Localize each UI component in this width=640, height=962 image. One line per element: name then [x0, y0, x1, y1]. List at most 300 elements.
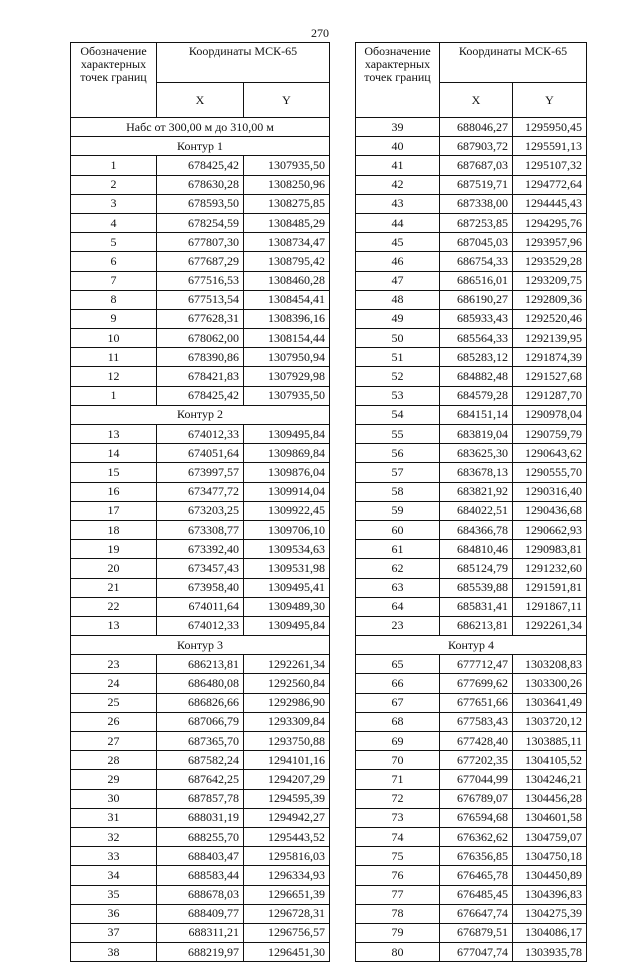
coord-x: 688678,03 — [157, 885, 244, 904]
table-row — [356, 329, 587, 348]
coord-x: 683625,30 — [440, 444, 513, 463]
coord-y: 1307950,94 — [244, 348, 330, 367]
coord-y: 1309495,41 — [244, 578, 330, 597]
point-number: 18 — [71, 520, 157, 539]
coord-x: 684810,46 — [440, 540, 513, 559]
header-x: X — [157, 83, 244, 118]
point-number: 35 — [71, 885, 157, 904]
point-number: 1 — [71, 386, 157, 405]
table-row — [71, 827, 330, 846]
table-row — [71, 655, 330, 674]
table-row — [71, 252, 330, 271]
point-number: 50 — [356, 329, 440, 348]
coord-x: 678425,42 — [157, 156, 244, 175]
coord-x: 676594,68 — [440, 808, 513, 827]
contour-title-row — [71, 636, 330, 655]
point-number: 40 — [356, 137, 440, 156]
point-number: 47 — [356, 271, 440, 290]
table-row — [356, 923, 587, 942]
coord-y: 1290759,79 — [513, 425, 587, 444]
coord-y: 1304750,18 — [513, 847, 587, 866]
point-number: 29 — [71, 770, 157, 789]
coord-x: 685564,33 — [440, 329, 513, 348]
coord-x: 687066,79 — [157, 712, 244, 731]
table-row — [356, 290, 587, 309]
point-number: 36 — [71, 904, 157, 923]
point-number: 61 — [356, 540, 440, 559]
coord-y: 1304450,89 — [513, 866, 587, 885]
point-number: 70 — [356, 751, 440, 770]
table-row — [356, 732, 587, 751]
table-row — [356, 770, 587, 789]
coord-y: 1294595,39 — [244, 789, 330, 808]
point-number: 31 — [71, 808, 157, 827]
coord-y: 1290436,68 — [513, 501, 587, 520]
table-row — [71, 674, 330, 693]
coord-y: 1308396,16 — [244, 309, 330, 328]
header-coordinates: Координаты МСК-65 — [440, 43, 587, 83]
coord-y: 1292261,34 — [513, 616, 587, 635]
coord-x: 674051,64 — [157, 444, 244, 463]
point-number: 44 — [356, 213, 440, 232]
table-row — [356, 233, 587, 252]
point-number: 2 — [71, 175, 157, 194]
coord-y: 1294101,16 — [244, 751, 330, 770]
point-number: 69 — [356, 732, 440, 751]
coord-y: 1308250,96 — [244, 175, 330, 194]
coord-y: 1292520,46 — [513, 309, 587, 328]
coord-x: 677044,99 — [440, 770, 513, 789]
coord-x: 678630,28 — [157, 175, 244, 194]
table-row — [356, 789, 587, 808]
coord-x: 674011,64 — [157, 597, 244, 616]
coord-x: 688311,21 — [157, 923, 244, 942]
coord-y: 1290662,93 — [513, 520, 587, 539]
table-row — [71, 885, 330, 904]
coord-y: 1304456,28 — [513, 789, 587, 808]
coord-y: 1308795,42 — [244, 252, 330, 271]
coord-x: 685124,79 — [440, 559, 513, 578]
point-number: 6 — [71, 252, 157, 271]
point-number: 54 — [356, 405, 440, 424]
coord-x: 677516,53 — [157, 271, 244, 290]
point-number: 25 — [71, 693, 157, 712]
point-number: 20 — [71, 559, 157, 578]
coord-y: 1309914,04 — [244, 482, 330, 501]
coord-x: 688583,44 — [157, 866, 244, 885]
table-row — [356, 827, 587, 846]
point-number: 15 — [71, 463, 157, 482]
coord-y: 1309495,84 — [244, 616, 330, 635]
coord-y: 1290643,62 — [513, 444, 587, 463]
coord-x: 677628,31 — [157, 309, 244, 328]
coord-y: 1296451,30 — [244, 943, 330, 962]
table-row — [356, 482, 587, 501]
point-number: 10 — [71, 329, 157, 348]
coord-y: 1292139,95 — [513, 329, 587, 348]
point-number: 13 — [71, 616, 157, 635]
point-number: 77 — [356, 885, 440, 904]
table-row — [356, 904, 587, 923]
table-row — [356, 405, 587, 424]
coord-y: 1304105,52 — [513, 751, 587, 770]
table-row — [356, 348, 587, 367]
point-number: 7 — [71, 271, 157, 290]
table-row — [71, 425, 330, 444]
coord-y: 1296728,31 — [244, 904, 330, 923]
height-range-row-label: Набс от 300,00 м до 310,00 м — [71, 118, 330, 137]
coord-y: 1309495,84 — [244, 425, 330, 444]
coord-x: 678421,83 — [157, 367, 244, 386]
coord-y: 1293529,28 — [513, 252, 587, 271]
coord-y: 1307935,50 — [244, 386, 330, 405]
coord-y: 1303935,78 — [513, 943, 587, 962]
coord-x: 683821,92 — [440, 482, 513, 501]
table-row — [356, 213, 587, 232]
point-number: 51 — [356, 348, 440, 367]
point-number: 73 — [356, 808, 440, 827]
point-number: 38 — [71, 943, 157, 962]
point-number: 4 — [71, 213, 157, 232]
point-number: 28 — [71, 751, 157, 770]
coord-x: 686516,01 — [440, 271, 513, 290]
coord-x: 686213,81 — [440, 616, 513, 635]
coord-y: 1303885,11 — [513, 732, 587, 751]
table-row — [71, 482, 330, 501]
coord-x: 677202,35 — [440, 751, 513, 770]
table-row — [356, 693, 587, 712]
point-number: 14 — [71, 444, 157, 463]
table-row — [356, 194, 587, 213]
coord-x: 687903,72 — [440, 137, 513, 156]
coord-x: 676485,45 — [440, 885, 513, 904]
coord-y: 1292560,84 — [244, 674, 330, 693]
coordinates-table-right — [355, 42, 587, 962]
coord-x: 687253,85 — [440, 213, 513, 232]
height-range-row — [71, 118, 330, 137]
table-row — [71, 213, 330, 232]
coord-x: 676789,07 — [440, 789, 513, 808]
point-number: 52 — [356, 367, 440, 386]
table-row — [71, 866, 330, 885]
table-row — [356, 425, 587, 444]
coord-x: 688409,77 — [157, 904, 244, 923]
coord-x: 678390,86 — [157, 348, 244, 367]
coord-x: 686190,27 — [440, 290, 513, 309]
coord-x: 683678,13 — [440, 463, 513, 482]
table-row — [71, 233, 330, 252]
table-row — [71, 770, 330, 789]
coord-x: 685283,12 — [440, 348, 513, 367]
coord-x: 684579,28 — [440, 386, 513, 405]
table-row — [356, 578, 587, 597]
point-number: 46 — [356, 252, 440, 271]
contour-title-row — [356, 636, 587, 655]
table-row — [71, 597, 330, 616]
coord-x: 676362,62 — [440, 827, 513, 846]
table-row — [356, 501, 587, 520]
table-row — [356, 271, 587, 290]
coord-y: 1291232,60 — [513, 559, 587, 578]
coord-y: 1304086,17 — [513, 923, 587, 942]
point-number: 3 — [71, 194, 157, 213]
table-row — [356, 137, 587, 156]
header-y: Y — [244, 83, 330, 118]
coord-y: 1295950,45 — [513, 118, 587, 137]
table-row — [71, 578, 330, 597]
point-number: 21 — [71, 578, 157, 597]
coord-y: 1291527,68 — [513, 367, 587, 386]
coord-x: 687045,03 — [440, 233, 513, 252]
table-row — [356, 559, 587, 578]
coord-y: 1307929,98 — [244, 367, 330, 386]
coord-x: 677047,74 — [440, 943, 513, 962]
coord-x: 677687,29 — [157, 252, 244, 271]
point-number: 59 — [356, 501, 440, 520]
table-row — [356, 444, 587, 463]
coord-y: 1291591,81 — [513, 578, 587, 597]
point-number: 16 — [71, 482, 157, 501]
coord-y: 1290316,40 — [513, 482, 587, 501]
coord-x: 688031,19 — [157, 808, 244, 827]
table-row — [356, 540, 587, 559]
header-x: X — [440, 83, 513, 118]
coord-y: 1291287,70 — [513, 386, 587, 405]
coord-y: 1290555,70 — [513, 463, 587, 482]
coord-x: 687519,71 — [440, 175, 513, 194]
table-row — [71, 386, 330, 405]
table-row — [71, 463, 330, 482]
table-row — [71, 271, 330, 290]
table-row — [356, 597, 587, 616]
coord-y: 1295443,52 — [244, 827, 330, 846]
coord-x: 676647,74 — [440, 904, 513, 923]
table-row — [71, 348, 330, 367]
contour-title-row — [71, 405, 330, 424]
point-number: 9 — [71, 309, 157, 328]
coord-y: 1309489,30 — [244, 597, 330, 616]
point-number: 26 — [71, 712, 157, 731]
coord-y: 1293957,96 — [513, 233, 587, 252]
coord-y: 1293750,88 — [244, 732, 330, 751]
coord-y: 1292809,36 — [513, 290, 587, 309]
point-number: 33 — [71, 847, 157, 866]
point-number: 74 — [356, 827, 440, 846]
point-number: 8 — [71, 290, 157, 309]
point-number: 48 — [356, 290, 440, 309]
coord-y: 1309869,84 — [244, 444, 330, 463]
point-number: 43 — [356, 194, 440, 213]
point-number: 49 — [356, 309, 440, 328]
point-number: 76 — [356, 866, 440, 885]
point-number: 78 — [356, 904, 440, 923]
table-row — [356, 367, 587, 386]
table-row — [71, 693, 330, 712]
table-row — [356, 156, 587, 175]
header-designation: Обозначение характерных точек границ — [356, 43, 440, 118]
coord-y: 1304246,21 — [513, 770, 587, 789]
point-number: 55 — [356, 425, 440, 444]
coord-x: 685831,41 — [440, 597, 513, 616]
point-number: 57 — [356, 463, 440, 482]
coord-y: 1308154,44 — [244, 329, 330, 348]
coord-x: 686826,66 — [157, 693, 244, 712]
coord-y: 1294207,29 — [244, 770, 330, 789]
coord-x: 674012,33 — [157, 616, 244, 635]
coord-y: 1304275,39 — [513, 904, 587, 923]
coord-x: 684022,51 — [440, 501, 513, 520]
coord-x: 687687,03 — [440, 156, 513, 175]
coord-y: 1303208,83 — [513, 655, 587, 674]
coord-y: 1294772,64 — [513, 175, 587, 194]
coord-x: 676465,78 — [440, 866, 513, 885]
point-number: 67 — [356, 693, 440, 712]
coord-x: 677651,66 — [440, 693, 513, 712]
coord-x: 688046,27 — [440, 118, 513, 137]
table-row — [356, 808, 587, 827]
contour-title-row — [71, 137, 330, 156]
point-number: 56 — [356, 444, 440, 463]
coord-x: 684366,78 — [440, 520, 513, 539]
point-number: 34 — [71, 866, 157, 885]
point-number: 68 — [356, 712, 440, 731]
point-number: 65 — [356, 655, 440, 674]
coord-x: 686213,81 — [157, 655, 244, 674]
point-number: 24 — [71, 674, 157, 693]
coord-x: 678425,42 — [157, 386, 244, 405]
point-number: 71 — [356, 770, 440, 789]
coord-x: 677807,30 — [157, 233, 244, 252]
coord-x: 687365,70 — [157, 732, 244, 751]
point-number: 13 — [71, 425, 157, 444]
header-y: Y — [513, 83, 587, 118]
coord-y: 1303720,12 — [513, 712, 587, 731]
coord-y: 1308275,85 — [244, 194, 330, 213]
coord-y: 1304759,07 — [513, 827, 587, 846]
coord-x: 686754,33 — [440, 252, 513, 271]
coord-y: 1295107,32 — [513, 156, 587, 175]
table-row — [71, 732, 330, 751]
coord-y: 1296756,57 — [244, 923, 330, 942]
point-number: 37 — [71, 923, 157, 942]
coord-x: 673477,72 — [157, 482, 244, 501]
coord-x: 678593,50 — [157, 194, 244, 213]
coord-y: 1295816,03 — [244, 847, 330, 866]
point-number: 45 — [356, 233, 440, 252]
coord-y: 1309922,45 — [244, 501, 330, 520]
point-number: 72 — [356, 789, 440, 808]
coord-x: 677513,54 — [157, 290, 244, 309]
coord-y: 1293209,75 — [513, 271, 587, 290]
coord-y: 1292261,34 — [244, 655, 330, 674]
point-number: 17 — [71, 501, 157, 520]
point-number: 27 — [71, 732, 157, 751]
table-row — [71, 444, 330, 463]
point-number: 1 — [71, 156, 157, 175]
coord-y: 1308485,29 — [244, 213, 330, 232]
table-row — [71, 712, 330, 731]
coord-y: 1309534,63 — [244, 540, 330, 559]
table-row — [71, 616, 330, 635]
coord-x: 676356,85 — [440, 847, 513, 866]
coord-x: 686480,08 — [157, 674, 244, 693]
point-number: 19 — [71, 540, 157, 559]
table-row — [71, 501, 330, 520]
coord-y: 1308734,47 — [244, 233, 330, 252]
table-row — [71, 789, 330, 808]
coord-y: 1294445,43 — [513, 194, 587, 213]
coord-y: 1290983,81 — [513, 540, 587, 559]
coord-x: 687642,25 — [157, 770, 244, 789]
table-row — [71, 943, 330, 962]
contour-title-row-label: Контур 2 — [71, 405, 330, 424]
header-coordinates: Координаты МСК-65 — [157, 43, 330, 83]
table-row — [356, 386, 587, 405]
point-number: 41 — [356, 156, 440, 175]
coord-x: 688219,97 — [157, 943, 244, 962]
point-number: 23 — [71, 655, 157, 674]
coord-x: 673997,57 — [157, 463, 244, 482]
coord-x: 683819,04 — [440, 425, 513, 444]
table-row — [356, 943, 587, 962]
coord-x: 678254,59 — [157, 213, 244, 232]
contour-title-row-label: Контур 1 — [71, 137, 330, 156]
coord-x: 685933,43 — [440, 309, 513, 328]
coord-x: 676879,51 — [440, 923, 513, 942]
point-number: 64 — [356, 597, 440, 616]
point-number: 58 — [356, 482, 440, 501]
header-designation: Обозначение характерных точек границ — [71, 43, 157, 118]
coord-x: 688255,70 — [157, 827, 244, 846]
point-number: 80 — [356, 943, 440, 962]
table-row — [356, 520, 587, 539]
point-number: 63 — [356, 578, 440, 597]
point-number: 53 — [356, 386, 440, 405]
table-row — [356, 712, 587, 731]
coord-x: 687857,78 — [157, 789, 244, 808]
coord-x: 685539,88 — [440, 578, 513, 597]
point-number: 5 — [71, 233, 157, 252]
table-row — [356, 309, 587, 328]
point-number: 42 — [356, 175, 440, 194]
coord-y: 1308454,41 — [244, 290, 330, 309]
coord-x: 674012,33 — [157, 425, 244, 444]
contour-title-row-label: Контур 4 — [356, 636, 587, 655]
coord-x: 677583,43 — [440, 712, 513, 731]
table-row — [71, 329, 330, 348]
table-row — [71, 367, 330, 386]
coord-x: 673308,77 — [157, 520, 244, 539]
coord-y: 1304396,83 — [513, 885, 587, 904]
coord-y: 1309706,10 — [244, 520, 330, 539]
point-number: 39 — [356, 118, 440, 137]
table-row — [71, 808, 330, 827]
table-row — [71, 290, 330, 309]
coord-y: 1303300,26 — [513, 674, 587, 693]
point-number: 60 — [356, 520, 440, 539]
point-number: 22 — [71, 597, 157, 616]
coord-y: 1293309,84 — [244, 712, 330, 731]
table-row — [356, 674, 587, 693]
coord-x: 684151,14 — [440, 405, 513, 424]
coord-y: 1291874,39 — [513, 348, 587, 367]
table-row — [71, 175, 330, 194]
coord-y: 1308460,28 — [244, 271, 330, 290]
table-row — [356, 847, 587, 866]
coord-x: 677699,62 — [440, 674, 513, 693]
table-row — [71, 904, 330, 923]
coord-x: 677428,40 — [440, 732, 513, 751]
